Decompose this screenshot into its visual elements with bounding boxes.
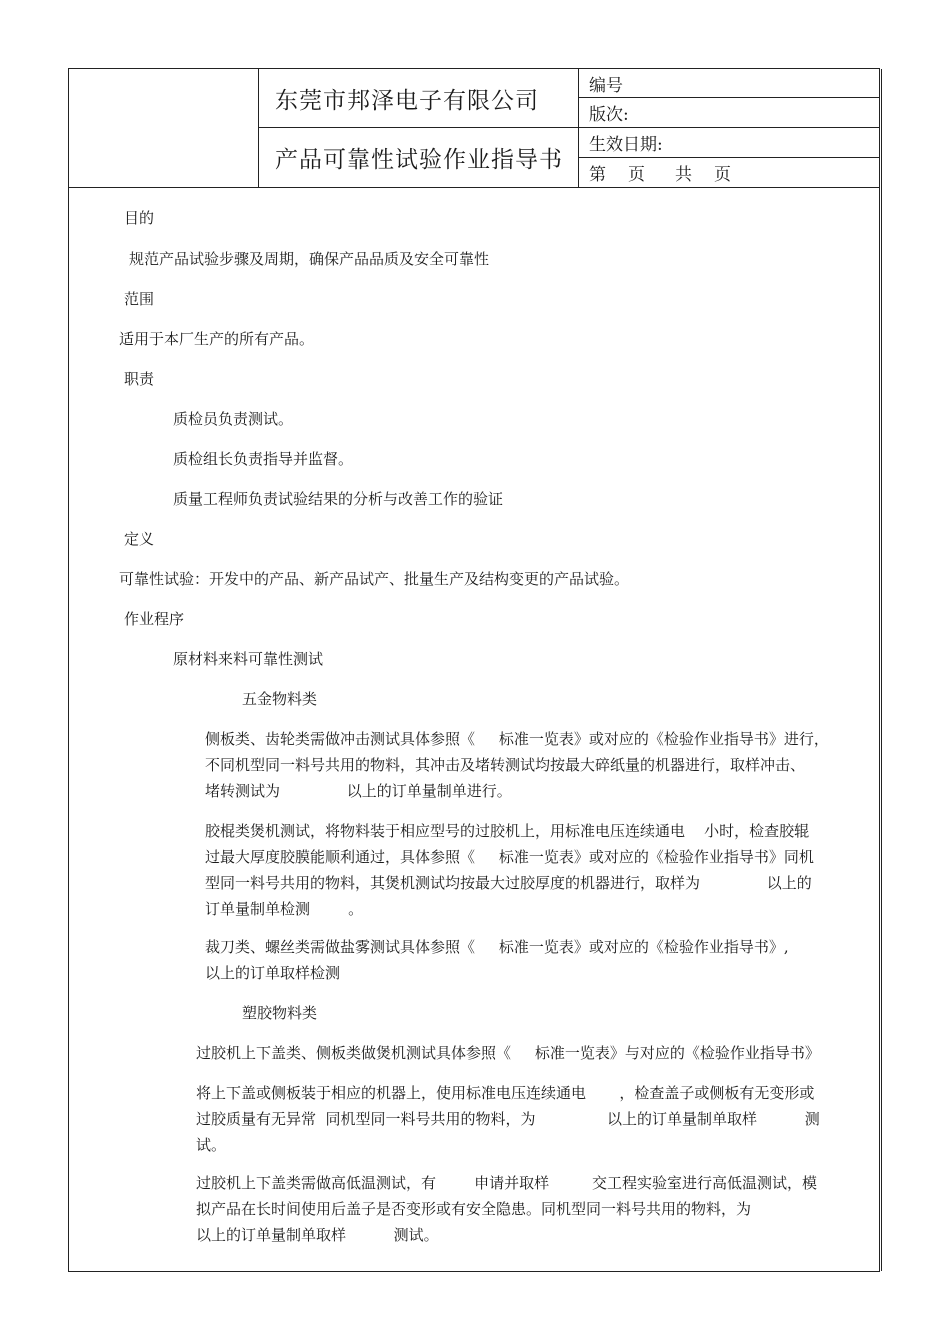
page-label-di: 第: [589, 165, 606, 185]
version-field: 版次:: [578, 97, 880, 128]
purpose-heading: 目的: [124, 209, 155, 227]
hardware-para-2-line: 型同一料号共用的物料，其煲机测试均按最大过胶厚度的机器进行，取样为 以上的: [205, 874, 812, 892]
hardware-para-2-line: 胶棍类煲机测试，将物料装于相应型号的过胶机上，用标准电压连续通电 小时，检查胶辊: [205, 822, 810, 840]
scope-text: 适用于本厂生产的所有产品。: [119, 330, 315, 348]
plastic-para-1: 过胶机上下盖类、侧板类做煲机测试具体参照《 标准一览表》与对应的《检验作业指导书》: [196, 1044, 820, 1062]
logo-cell: [68, 68, 259, 188]
scope-heading: 范围: [124, 290, 155, 308]
company-name: 东莞市邦泽电子有限公司: [258, 68, 579, 128]
duty-item: 质量工程师负责试验结果的分析与改善工作的验证: [173, 490, 504, 508]
plastic-heading: 塑胶物料类: [242, 1004, 318, 1022]
hardware-para-3-line: 以上的订单取样检测: [205, 964, 341, 982]
hardware-heading: 五金物料类: [242, 690, 318, 708]
document-title: 产品可靠性试验作业指导书: [258, 127, 579, 188]
hardware-para-1-line: 不同机型同一料号共用的物料，其冲击及堵转测试均按最大碎纸量的机器进行，取样冲击、: [205, 756, 806, 774]
plastic-para-3-line: 以上的订单量制单取样 测试。: [196, 1226, 439, 1244]
procedure-heading: 作业程序: [124, 610, 185, 628]
raw-material-heading: 原材料来料可靠性测试: [173, 650, 324, 668]
plastic-para-2-line: 试。: [196, 1136, 227, 1154]
page-count-field: [578, 157, 880, 188]
document-header: [68, 68, 880, 188]
page-label-ye-total: 页: [714, 165, 731, 185]
hardware-para-2-line: 订单量制单检测 。: [205, 900, 364, 918]
plastic-para-2-line: 将上下盖或侧板装于相应的机器上，使用标准电压连续通电 ，检查盖子或侧板有无变形或: [196, 1084, 815, 1102]
duty-heading: 职责: [124, 370, 155, 388]
definition-heading: 定义: [124, 530, 155, 548]
plastic-para-3-line: 过胶机上下盖类需做高低温测试，有 申请并取样 交工程实验室进行高低温测试，模: [196, 1174, 818, 1192]
duty-item: 质检员负责测试。: [173, 410, 294, 428]
page-label-gong: 共: [675, 165, 692, 185]
effective-date-field: 生效日期:: [578, 127, 880, 158]
hardware-para-2-line: 过最大厚度胶膜能顺利通过，具体参照《 标准一览表》或对应的《检验作业指导书》同机: [205, 848, 814, 866]
document-number-field: 编号: [578, 68, 880, 98]
hardware-para-3-line: 裁刀类、螺丝类需做盐雾测试具体参照《 标准一览表》或对应的《检验作业指导书》,: [205, 938, 789, 956]
definition-text: 可靠性试验：开发中的产品、新产品试产、批量生产及结构变更的产品试验。: [119, 570, 630, 588]
plastic-para-3-line: 拟产品在长时间使用后盖子是否变形或有安全隐患。同机型同一料号共用的物料，为: [196, 1200, 752, 1218]
hardware-para-1-line: 堵转测试为 以上的订单量制单进行。: [205, 782, 512, 800]
hardware-para-1-line: 侧板类、齿轮类需做冲击测试具体参照《 标准一览表》或对应的《检验作业指导书》进行，: [205, 730, 829, 748]
page-label-ye: 页: [628, 165, 645, 185]
purpose-text: 规范产品试验步骤及周期，确保产品品质及安全可靠性: [129, 250, 490, 268]
duty-item: 质检组长负责指导并监督。: [173, 450, 354, 468]
plastic-para-2-line: 过胶质量有无异常 同机型同一料号共用的物料，为 以上的订单量制单取样 测: [196, 1110, 820, 1128]
